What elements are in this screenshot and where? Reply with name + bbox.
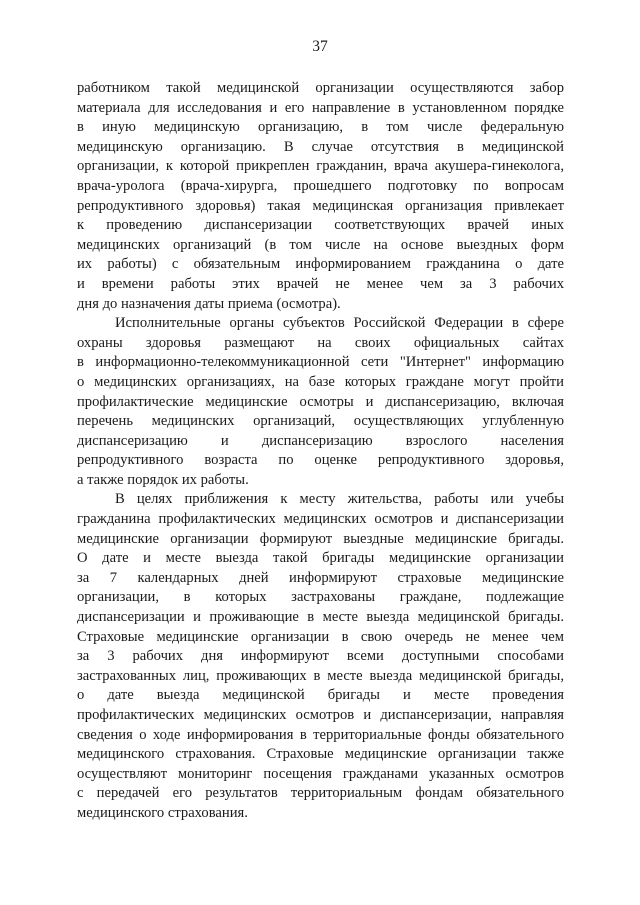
text-line: Исполнительные органы субъектов Российской Федерации в сфере <box>115 315 564 332</box>
text-line: сведения о ходе информирования в территориальные фонды обязательного <box>77 726 564 743</box>
text-line: охраны здоровья размещают на своих официальных сайтах <box>77 334 564 351</box>
text-line: их работы) с обязательным информированием гражданина о дате <box>77 256 564 273</box>
text-line: за 7 календарных дней информируют страховые медицинские <box>77 569 564 586</box>
text-line: врача-уролога (врача-хирурга, прошедшего подготовку по вопросам <box>77 177 564 194</box>
text-line: гражданина профилактических медицинских осмотров и диспансеризации <box>77 511 564 528</box>
text-line: медицинскую организацию. В случае отсутствия в медицинской <box>77 138 564 155</box>
text-line: за 3 рабочих дня информируют всеми доступными способами <box>77 648 564 665</box>
text-line: дня до назначения даты приема (осмотра). <box>77 295 341 312</box>
text-line: к проведению диспансеризации соответствующих врачей иных <box>77 217 564 234</box>
text-line: медицинского страхования. Страховые медицинские организации также <box>77 746 564 763</box>
paragraph-2 <box>77 314 564 490</box>
paragraph-3 <box>77 490 564 823</box>
text-line: с передачей его результатов территориальным фондам обязательного <box>77 785 564 802</box>
text-line: материала для исследования и его направление в установленном порядке <box>77 99 564 116</box>
text-line: о медицинских организациях, на базе которых граждане могут пройти <box>77 373 564 390</box>
text-line: в информационно-телекоммуникационной сети "Интернет" информацию <box>77 354 564 371</box>
text-line: и времени работы этих врачей не менее чем за 3 рабочих <box>77 275 564 292</box>
text-line: медицинских организаций (в том числе на основе выездных форм <box>77 236 564 253</box>
text-line: о дате выезда медицинской бригады и месте проведения <box>77 687 564 704</box>
text-line: перечень медицинских организаций, осуществляющих углубленную <box>77 413 564 430</box>
text-line: осуществляют мониторинг посещения гражданами указанных осмотров <box>77 765 564 782</box>
text-line: репродуктивного возраста по оценке репродуктивного здоровья, <box>77 452 564 469</box>
document-body <box>77 79 564 824</box>
text-line: репродуктивного здоровья) такая медицинская организация привлекает <box>77 197 564 214</box>
page-number: 37 <box>312 38 328 55</box>
text-line: а также порядок их работы. <box>77 471 249 488</box>
text-line: застрахованных лиц, проживающих в месте выезда медицинской бригады, <box>77 667 564 684</box>
text-line: медицинские организации формируют выездные медицинские бригады. <box>77 530 564 547</box>
text-line: О дате и месте выезда такой бригады медицинские организации <box>77 550 564 567</box>
text-line: организации, к которой прикреплен гражданин, врача акушера-гинеколога, <box>77 158 564 175</box>
text-line: Страховые медицинские организации в свою очередь не менее чем <box>77 628 564 645</box>
text-line: работником такой медицинской организации осуществляются забор <box>77 80 564 96</box>
text-line: в иную медицинскую организацию, в том числе федеральную <box>77 119 564 136</box>
text-line: медицинского страхования. <box>77 804 248 821</box>
text-line: диспансеризации и проживающие в месте выезда медицинской бригады. <box>77 609 564 626</box>
text-line: диспансеризацию и диспансеризацию взрослого населения <box>77 432 564 449</box>
text-line: профилактические медицинские осмотры и диспансеризацию, включая <box>77 393 564 410</box>
text-line: В целях приближения к месту жительства, работы или учебы <box>115 491 564 508</box>
text-line: организации, в которых застрахованы граждане, подлежащие <box>77 589 564 606</box>
text-line: профилактических медицинских осмотров и диспансеризации, направляя <box>77 707 564 723</box>
paragraph-1 <box>77 79 564 314</box>
